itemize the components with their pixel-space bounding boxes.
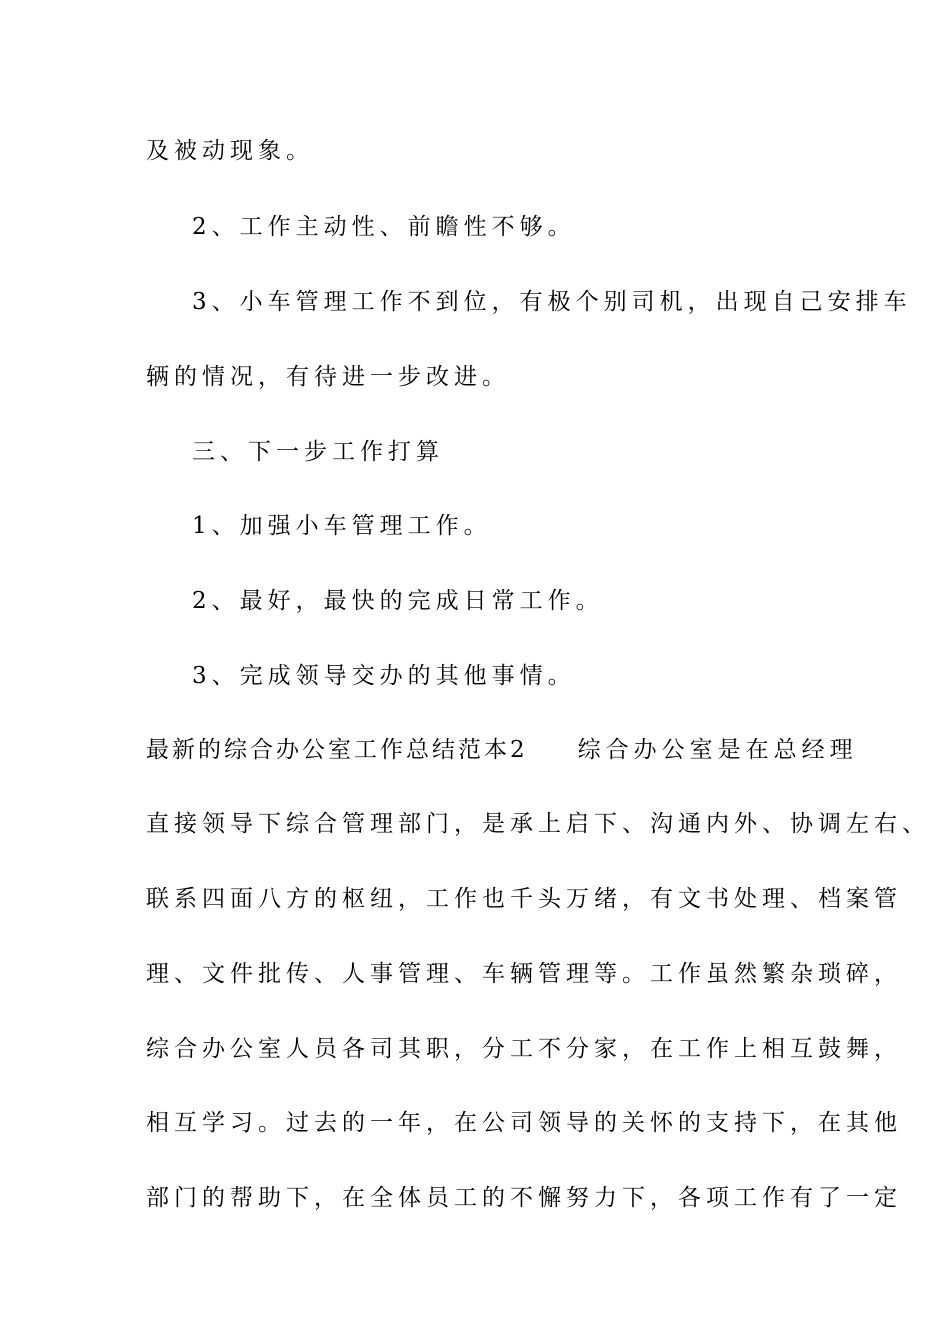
article2-line: 部门的帮助下，在全体员工的不懈努力下，各项工作有了一定 — [146, 1185, 902, 1211]
article2-line: 相互学习。过去的一年，在公司领导的关怀的支持下，在其他 — [146, 1110, 902, 1136]
plan-item-2: 2、最好，最快的完成日常工作。 — [192, 588, 604, 614]
issue-item-3-line-1: 3、小车管理工作不到位，有极个别司机，出现自己安排车 — [192, 289, 912, 315]
article2-line: 直接领导下综合管理部门，是承上启下、沟通内外、协调左右、 — [146, 811, 930, 837]
article2-first-line-text: 综合办公室是在总经理 — [577, 737, 858, 763]
plan-item-1: 1、加强小车管理工作。 — [192, 513, 492, 539]
article2-line: 综合办公室人员各司其职，分工不分家，在工作上相互鼓舞， — [146, 1036, 902, 1062]
issue-item-2: 2、工作主动性、前瞻性不够。 — [192, 214, 576, 240]
article2-title: 最新的综合办公室工作总结范本2 — [146, 737, 528, 763]
article2-line: 理、文件批传、人事管理、车辆管理等。工作虽然繁杂琐碎， — [146, 961, 902, 987]
plan-item-3: 3、完成领导交办的其他事情。 — [192, 663, 576, 689]
issue-item-3-line-2: 辆的情况，有待进一步改进。 — [146, 364, 510, 390]
paragraph-continuation: 及被动现象。 — [146, 138, 314, 164]
section-heading: 三、下一步工作打算 — [192, 439, 444, 465]
article2-first-line — [146, 735, 858, 765]
article2-line: 联系四面八方的枢纽，工作也千头万绪，有文书处理、档案管 — [146, 886, 902, 912]
